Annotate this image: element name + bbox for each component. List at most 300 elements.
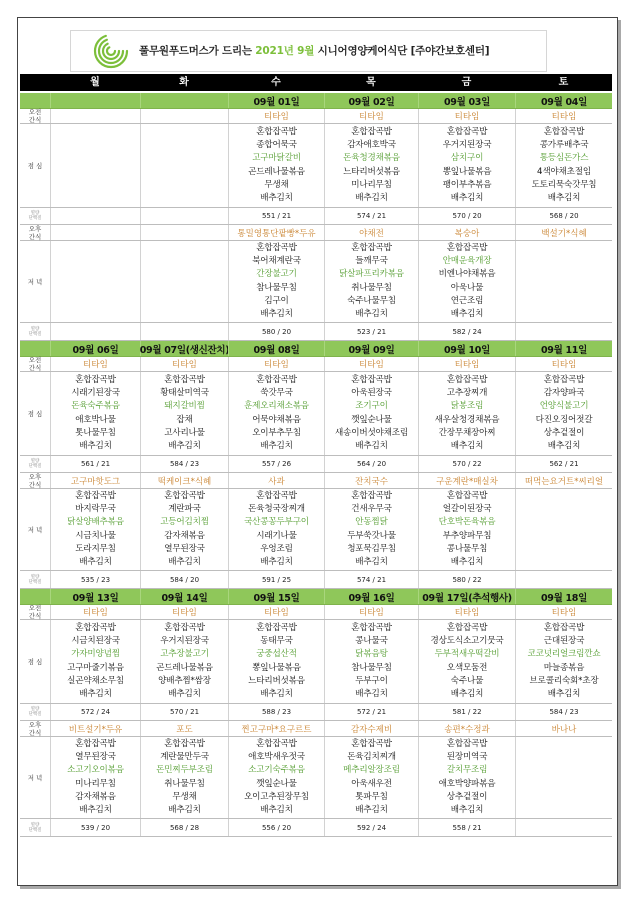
week-1-mon-dinner xyxy=(50,241,140,322)
row-label-text: 점 심 xyxy=(27,161,43,170)
row-label xyxy=(20,208,50,224)
week-1-sat-lunch xyxy=(515,124,612,207)
week-1-sat-lunch-nutrition xyxy=(515,208,612,224)
snack-text: 티타임 xyxy=(83,360,108,370)
week-2-dinner-nutrition-row xyxy=(20,571,612,589)
menu-item: 미나리무침 xyxy=(75,778,116,789)
week-1-wed-dinner xyxy=(228,241,324,322)
menu-item: 청포묵김무침 xyxy=(347,543,396,554)
menu-item: 건새우무국 xyxy=(351,504,392,515)
row-label-text: 단백질 xyxy=(28,579,42,585)
menu-item: 숙주나물무침 xyxy=(347,295,396,306)
menu-item: 배추김치 xyxy=(168,440,201,451)
main-dish-item: 단호박돈육볶음 xyxy=(438,517,496,528)
week-2-wed-dinner xyxy=(228,489,324,570)
menu-item: 혼합잡곡밥 xyxy=(351,374,392,385)
week-3-sat-dinner xyxy=(515,737,612,818)
row-label xyxy=(20,372,50,455)
week-1-sat-morning-snack xyxy=(515,109,612,123)
nutrition-value: 557 / 26 xyxy=(261,460,292,468)
menu-item: 혼합잡곡밥 xyxy=(75,738,116,749)
menu-item: 혼합잡곡밥 xyxy=(256,738,297,749)
row-label xyxy=(20,473,50,488)
row-label-text: 단백질 xyxy=(28,331,42,337)
snack-text: 티타임 xyxy=(454,608,480,618)
menu-item: 시래기된장국 xyxy=(71,388,120,399)
week-2-fri-dinner-nutrition xyxy=(418,571,515,588)
snack-text: 감자수제비 xyxy=(350,724,393,735)
menu-item: 팽이부추볶음 xyxy=(442,179,492,190)
week-2-tue-dinner-nutrition xyxy=(140,571,228,588)
menu-item: 시금치나물 xyxy=(75,530,116,541)
menu-item: 배추김치 xyxy=(260,308,293,319)
nutrition-value: 551 / 21 xyxy=(261,212,292,220)
menu-item: 취나물무침 xyxy=(351,282,392,293)
nutrition-value: 591 / 25 xyxy=(261,575,292,584)
row-label-text: 간식 xyxy=(28,612,42,620)
menu-item: 혼합잡곡밥 xyxy=(351,242,392,253)
row-label xyxy=(20,241,50,322)
nutrition-value: 568 / 28 xyxy=(169,823,200,832)
week-1-dinner-row xyxy=(20,241,612,323)
week-1-tue-dates xyxy=(140,93,228,108)
week-3-sat-afternoon-snack xyxy=(515,721,612,736)
week-3-tue-dinner-nutrition xyxy=(140,819,228,836)
row-label xyxy=(20,225,50,240)
menu-item: 배추김치 xyxy=(450,688,484,699)
menu-item: 배추김치 xyxy=(450,556,484,567)
menu-item: 오이부추무침 xyxy=(252,427,301,438)
row-label xyxy=(20,341,50,356)
menu-item: 근대된장국 xyxy=(543,636,585,647)
week-1-mon-lunch-nutrition xyxy=(50,208,140,224)
weekday-header-blank xyxy=(20,74,50,91)
menu-item: 혼합잡곡밥 xyxy=(446,242,488,253)
week-1-fri-afternoon-snack xyxy=(418,225,515,240)
week-2-thu-dinner-nutrition xyxy=(324,571,418,588)
menu-item: 상추겉절이 xyxy=(446,791,488,802)
week-3-dates-row xyxy=(20,589,612,605)
menu-item: 종합어묵국 xyxy=(256,140,297,151)
menu-item: 새송이버섯야채조림 xyxy=(335,427,408,438)
menu-item: 배추김치 xyxy=(168,556,201,567)
menu-item: 배추김치 xyxy=(260,804,293,815)
menu-item: 바지락무국 xyxy=(75,504,116,515)
menu-item: 혼합잡곡밥 xyxy=(164,738,205,749)
nutrition-value: 580 / 22 xyxy=(452,575,482,584)
week-3 xyxy=(20,589,612,837)
menu-item: 느타리버섯볶음 xyxy=(248,675,305,686)
row-label-text: 열량 xyxy=(30,822,40,828)
nutrition-value: 570 / 22 xyxy=(452,460,482,468)
nutrition-value: 584 / 20 xyxy=(169,575,200,584)
row-label xyxy=(20,721,50,736)
week-1-fri-lunch xyxy=(418,124,515,207)
menu-item: 두부쑥갓나물 xyxy=(347,530,396,541)
menu-item: 고구마줄기볶음 xyxy=(67,662,124,673)
week-1-thu-lunch-nutrition xyxy=(324,208,418,224)
week-2-mon-lunch-nutrition xyxy=(50,456,140,472)
row-label xyxy=(20,589,50,604)
menu-item: 아욱새우전 xyxy=(351,778,392,789)
nutrition-value: 564 / 20 xyxy=(356,460,387,468)
title-month: 2021년 9월 xyxy=(255,45,315,57)
week-1-lunch-nutrition-row xyxy=(20,208,612,225)
menu-item: 혼합잡곡밥 xyxy=(446,126,488,137)
weekday-header-wed: 수 xyxy=(271,77,281,88)
week-3-sat-lunch xyxy=(515,620,612,703)
nutrition-value: 556 / 20 xyxy=(261,823,292,832)
main-dish-item: 조기구이 xyxy=(355,401,388,412)
snack-text: 사과 xyxy=(268,476,285,487)
menu-item: 배추김치 xyxy=(547,688,581,699)
row-label xyxy=(20,489,50,570)
week-3-tue-dates xyxy=(140,589,228,604)
row-label xyxy=(20,109,50,123)
week-1-thu-dinner-nutrition xyxy=(324,323,418,340)
week-3-tue-lunch xyxy=(140,620,228,703)
nutrition-value: 570 / 21 xyxy=(169,708,200,716)
snack-text: 티타임 xyxy=(172,608,197,618)
menu-item: 배추김치 xyxy=(450,804,484,815)
week-1-lunch-row xyxy=(20,124,612,208)
week-3-mon-lunch xyxy=(50,620,140,703)
week-1-tue-dinner-nutrition xyxy=(140,323,228,340)
snack-text: 티타임 xyxy=(264,112,289,122)
menu-item: 참나물무침 xyxy=(351,662,392,673)
week-3-tue-lunch-nutrition xyxy=(140,704,228,720)
menu-item: 배추김치 xyxy=(450,440,484,451)
title-suffix: 시니어영양케어식단 [주야간보호센터] xyxy=(314,45,490,57)
menu-item: 배추김치 xyxy=(260,688,293,699)
nutrition-value: 562 / 21 xyxy=(549,460,579,468)
row-label-text: 오전 xyxy=(28,604,42,612)
week-2-mon-morning-snack xyxy=(50,357,140,371)
row-label-text: 저 녁 xyxy=(27,525,43,534)
menu-item: 배추김치 xyxy=(355,192,388,203)
week-2-fri-lunch-nutrition xyxy=(418,456,515,472)
week-2-mon-dinner xyxy=(50,489,140,570)
main-dish-item: 궁중섭산적 xyxy=(256,649,297,660)
date-text: 09월 01일 xyxy=(253,96,300,108)
main-dish-item: 돈민찌두부조림 xyxy=(156,765,213,776)
menu-item: 애호박나물 xyxy=(75,414,116,425)
week-1-morning-snack-row xyxy=(20,109,612,124)
menu-item: 배추김치 xyxy=(547,192,581,203)
menu-item: 도토리묵숙갓무침 xyxy=(531,179,597,190)
date-text: 09월 02일 xyxy=(348,96,395,108)
snack-text: 백설기*식혜 xyxy=(541,228,587,239)
menu-item: 연근조림 xyxy=(450,295,484,306)
date-text: 09월 17일(추석행사) xyxy=(422,592,512,604)
row-label-text: 열량 xyxy=(30,211,40,216)
week-2-sat-lunch xyxy=(515,372,612,455)
menu-item: 얼갈이된장국 xyxy=(442,504,492,515)
menu-item: 우엉조림 xyxy=(260,543,293,554)
week-1-mon-lunch xyxy=(50,124,140,207)
menu-item: 배추김치 xyxy=(79,556,112,567)
menu-item: 감자애호박국 xyxy=(347,140,396,151)
week-2-mon-dinner-nutrition xyxy=(50,571,140,588)
week-3-tue-dinner xyxy=(140,737,228,818)
menu-item: 혼합잡곡밥 xyxy=(351,126,392,137)
week-3-wed-afternoon-snack xyxy=(228,721,324,736)
main-dish-item: 안동찜닭 xyxy=(355,517,388,528)
menu-item: 배추김치 xyxy=(355,804,388,815)
main-dish-item: 소고기오이볶음 xyxy=(67,765,124,776)
menu-item: 뽕잎나물볶음 xyxy=(252,662,301,673)
week-3-wed-dates xyxy=(228,589,324,604)
snack-text: 티타임 xyxy=(83,608,108,618)
menu-item: 느타리버섯볶음 xyxy=(343,166,400,177)
menu-item: 브로콜리숙회*초장 xyxy=(529,675,599,686)
row-label xyxy=(20,620,50,703)
menu-item: 배추김치 xyxy=(260,556,293,567)
week-2-tue-dinner xyxy=(140,489,228,570)
week-1-thu-morning-snack xyxy=(324,109,418,123)
snack-text: 구운계란*매실차 xyxy=(436,476,498,487)
week-3-wed-dinner-nutrition xyxy=(228,819,324,836)
week-2-thu-morning-snack xyxy=(324,357,418,371)
week-1-wed-afternoon-snack xyxy=(228,225,324,240)
weekday-header-mon: 월 xyxy=(90,77,100,88)
menu-item: 혼합잡곡밥 xyxy=(75,622,116,633)
menu-item: 곤드레나물볶음 xyxy=(156,662,213,673)
snack-text: 바나나 xyxy=(551,724,577,735)
week-3-fri-afternoon-snack xyxy=(418,721,515,736)
row-label-text: 열량 xyxy=(30,326,40,332)
nutrition-value: 582 / 24 xyxy=(452,327,482,336)
menu-item: 숙주나물 xyxy=(450,675,484,686)
snack-text: 티타임 xyxy=(551,360,577,370)
date-text: 09월 14일 xyxy=(161,592,208,604)
nutrition-value: 561 / 21 xyxy=(80,460,111,468)
week-2-wed-dates xyxy=(228,341,324,356)
week-3-morning-snack-row xyxy=(20,605,612,620)
title-prefix: 풀무원푸드머스가 드리는 xyxy=(139,45,256,57)
row-label-text: 오후 xyxy=(28,720,42,729)
menu-item: 곤드레나물볶음 xyxy=(248,166,305,177)
date-text: 09월 09일 xyxy=(348,344,395,356)
menu-item: 어묵야채볶음 xyxy=(252,414,301,425)
main-dish-item: 두부적새우떡갈비 xyxy=(434,649,500,660)
menu-item: 우거지된장국 xyxy=(442,140,492,151)
menu-item: 배추김치 xyxy=(547,440,581,451)
week-2-tue-morning-snack xyxy=(140,357,228,371)
main-dish-item: 닭살양배추볶음 xyxy=(67,517,124,528)
date-text: 09월 08일 xyxy=(253,344,300,356)
menu-item: 된장미역국 xyxy=(446,752,488,763)
main-dish-item: 언양식불고기 xyxy=(539,401,589,412)
main-dish-item: 코코넛리얼크림깐쇼 xyxy=(527,649,601,660)
date-text: 09월 10일 xyxy=(443,344,490,356)
menu-item: 비엔나야채볶음 xyxy=(438,269,496,280)
row-label-text: 간식 xyxy=(28,116,42,124)
pulmuone-logo-icon xyxy=(93,33,129,69)
week-2-lunch-nutrition-row xyxy=(20,456,612,473)
menu-item: 간장무채장아찌 xyxy=(438,427,496,438)
menu-item: 김구이 xyxy=(264,295,289,306)
week-2-afternoon-snack-row xyxy=(20,473,612,489)
snack-text: 티타임 xyxy=(454,112,480,122)
menu-item: 새우살청경채볶음 xyxy=(434,414,500,425)
week-1-mon-dinner-nutrition xyxy=(50,323,140,340)
menu-item: 배추김치 xyxy=(355,556,388,567)
week-3-thu-afternoon-snack xyxy=(324,721,418,736)
menu-item: 배추김치 xyxy=(168,688,201,699)
snack-text: 통밀영통단팥빵*두유 xyxy=(237,228,316,239)
menu-item: 황태살미역국 xyxy=(160,388,209,399)
week-1-mon-morning-snack xyxy=(50,109,140,123)
row-label-text: 열량 xyxy=(30,459,40,464)
menu-item: 혼합잡곡밥 xyxy=(543,622,585,633)
main-dish-item: 안매운육개장 xyxy=(442,256,492,267)
menu-item: 배추김치 xyxy=(79,688,112,699)
row-label xyxy=(20,819,50,836)
menu-item: 계란물만두국 xyxy=(160,752,209,763)
row-label-text: 간식 xyxy=(28,728,42,737)
menu-item: 콩나물무침 xyxy=(446,543,488,554)
week-3-sat-dinner-nutrition xyxy=(515,819,612,836)
week-3-thu-dinner-nutrition xyxy=(324,819,418,836)
menu-item: 배추김치 xyxy=(355,440,388,451)
main-dish-item: 훈제오리채소볶음 xyxy=(244,401,309,412)
main-dish-item: 소고기숙주볶음 xyxy=(248,765,305,776)
row-label-text: 열량 xyxy=(30,707,40,712)
week-3-thu-dates xyxy=(324,589,418,604)
nutrition-value: 568 / 20 xyxy=(549,212,579,220)
menu-item: 배추김치 xyxy=(260,192,293,203)
week-3-sat-morning-snack xyxy=(515,605,612,619)
menu-item: 쑥갓무국 xyxy=(260,388,293,399)
menu-item: 혼합잡곡밥 xyxy=(543,374,585,385)
nutrition-value: 592 / 24 xyxy=(356,823,387,832)
week-2-thu-dinner xyxy=(324,489,418,570)
snack-text: 떠먹는요거트*씨리얼 xyxy=(524,476,604,487)
row-label-text: 오전 xyxy=(28,356,42,364)
week-2-thu-lunch xyxy=(324,372,418,455)
row-label-text: 오후 xyxy=(28,472,42,481)
menu-item: 부추양파무침 xyxy=(442,530,492,541)
week-3-wed-morning-snack xyxy=(228,605,324,619)
week-1-wed-lunch xyxy=(228,124,324,207)
date-text: 09월 18일 xyxy=(540,592,587,604)
date-text: 09월 13일 xyxy=(72,592,119,604)
menu-item: 무생채 xyxy=(264,179,289,190)
menu-item: 배추김치 xyxy=(450,308,484,319)
menu-item: 혼합잡곡밥 xyxy=(75,490,116,501)
week-2-fri-afternoon-snack xyxy=(418,473,515,488)
snack-text: 고구마핫도그 xyxy=(70,476,121,487)
week-1-thu-dinner xyxy=(324,241,418,322)
week-1-thu-dates xyxy=(324,93,418,108)
menu-header xyxy=(70,30,547,72)
week-1-mon-afternoon-snack xyxy=(50,225,140,240)
week-2-thu-dates xyxy=(324,341,418,356)
week-1-dinner-nutrition-row xyxy=(20,323,612,341)
menu-item: 혼합잡곡밥 xyxy=(351,490,392,501)
snack-text: 티타임 xyxy=(264,608,289,618)
menu-item: 감자채볶음 xyxy=(164,530,205,541)
week-3-fri-dates xyxy=(418,589,515,604)
menu-item: 배추김치 xyxy=(355,688,388,699)
week-3-fri-lunch xyxy=(418,620,515,703)
snack-text: 티타임 xyxy=(264,360,289,370)
date-text: 09월 04일 xyxy=(540,96,587,108)
week-2-sat-dates xyxy=(515,341,612,356)
snack-text: 티타임 xyxy=(551,112,577,122)
week-2-wed-lunch-nutrition xyxy=(228,456,324,472)
row-label-text: 간식 xyxy=(28,480,42,489)
row-label-text: 단백질 xyxy=(28,827,42,833)
menu-item: 혼합잡곡밥 xyxy=(446,738,488,749)
menu-item: 혼합잡곡밥 xyxy=(446,490,488,501)
week-1-fri-lunch-nutrition xyxy=(418,208,515,224)
nutrition-value: 574 / 21 xyxy=(356,575,387,584)
menu-item: 혼합잡곡밥 xyxy=(256,242,297,253)
menu-item: 혼합잡곡밥 xyxy=(446,622,488,633)
snack-text: 포도 xyxy=(176,724,193,735)
menu-item: 오이고추된장무침 xyxy=(244,791,309,802)
week-3-wed-lunch-nutrition xyxy=(228,704,324,720)
nutrition-value: 572 / 24 xyxy=(80,708,111,716)
week-1-dates-row xyxy=(20,93,612,109)
row-label-text: 저 녁 xyxy=(27,773,43,782)
week-1-tue-lunch xyxy=(140,124,228,207)
snack-text: 티타임 xyxy=(551,608,577,618)
menu-item: 혼합잡곡밥 xyxy=(256,622,297,633)
week-3-tue-morning-snack xyxy=(140,605,228,619)
week-2-sat-morning-snack xyxy=(515,357,612,371)
menu-item: 뽕잎나물볶음 xyxy=(442,166,492,177)
menu-item: 혼합잡곡밥 xyxy=(256,490,297,501)
week-3-sat-dates xyxy=(515,589,612,604)
week-2-wed-morning-snack xyxy=(228,357,324,371)
menu-item: 무생채 xyxy=(172,791,197,802)
week-3-thu-dinner xyxy=(324,737,418,818)
weekday-header-fri: 금 xyxy=(461,77,472,88)
week-2 xyxy=(20,341,612,589)
week-1-tue-dinner xyxy=(140,241,228,322)
menu-item: 4색야채초절임 xyxy=(537,166,591,177)
week-3-thu-morning-snack xyxy=(324,605,418,619)
date-text: 09월 15일 xyxy=(253,592,300,604)
menu-item: 애호박새우젓국 xyxy=(248,752,305,763)
menu-item: 양배추찜*쌈장 xyxy=(158,675,211,686)
snack-text: 복숭아 xyxy=(454,228,480,239)
week-3-mon-morning-snack xyxy=(50,605,140,619)
menu-item: 시래기나물 xyxy=(256,530,297,541)
menu-item: 상추겉절이 xyxy=(543,427,585,438)
menu-item: 톳파무침 xyxy=(355,791,388,802)
menu-item: 아욱나물 xyxy=(450,282,484,293)
week-2-tue-lunch-nutrition xyxy=(140,456,228,472)
week-1-thu-lunch xyxy=(324,124,418,207)
row-label-text: 단백질 xyxy=(28,712,42,717)
row-label xyxy=(20,456,50,472)
menu-item: 열무된장국 xyxy=(75,752,116,763)
weekday-header-sat: 토 xyxy=(558,77,569,88)
menu-item: 잡채 xyxy=(176,414,193,425)
week-3-dinner-row xyxy=(20,737,612,819)
menu-item: 돈육김치찌개 xyxy=(347,752,396,763)
week-2-thu-lunch-nutrition xyxy=(324,456,418,472)
menu-item: 실곤약채소무침 xyxy=(67,675,124,686)
week-3-fri-morning-snack xyxy=(418,605,515,619)
week-2-dinner-row xyxy=(20,489,612,571)
menu-item: 배추김치 xyxy=(355,308,388,319)
date-text: 09월 16일 xyxy=(348,592,395,604)
